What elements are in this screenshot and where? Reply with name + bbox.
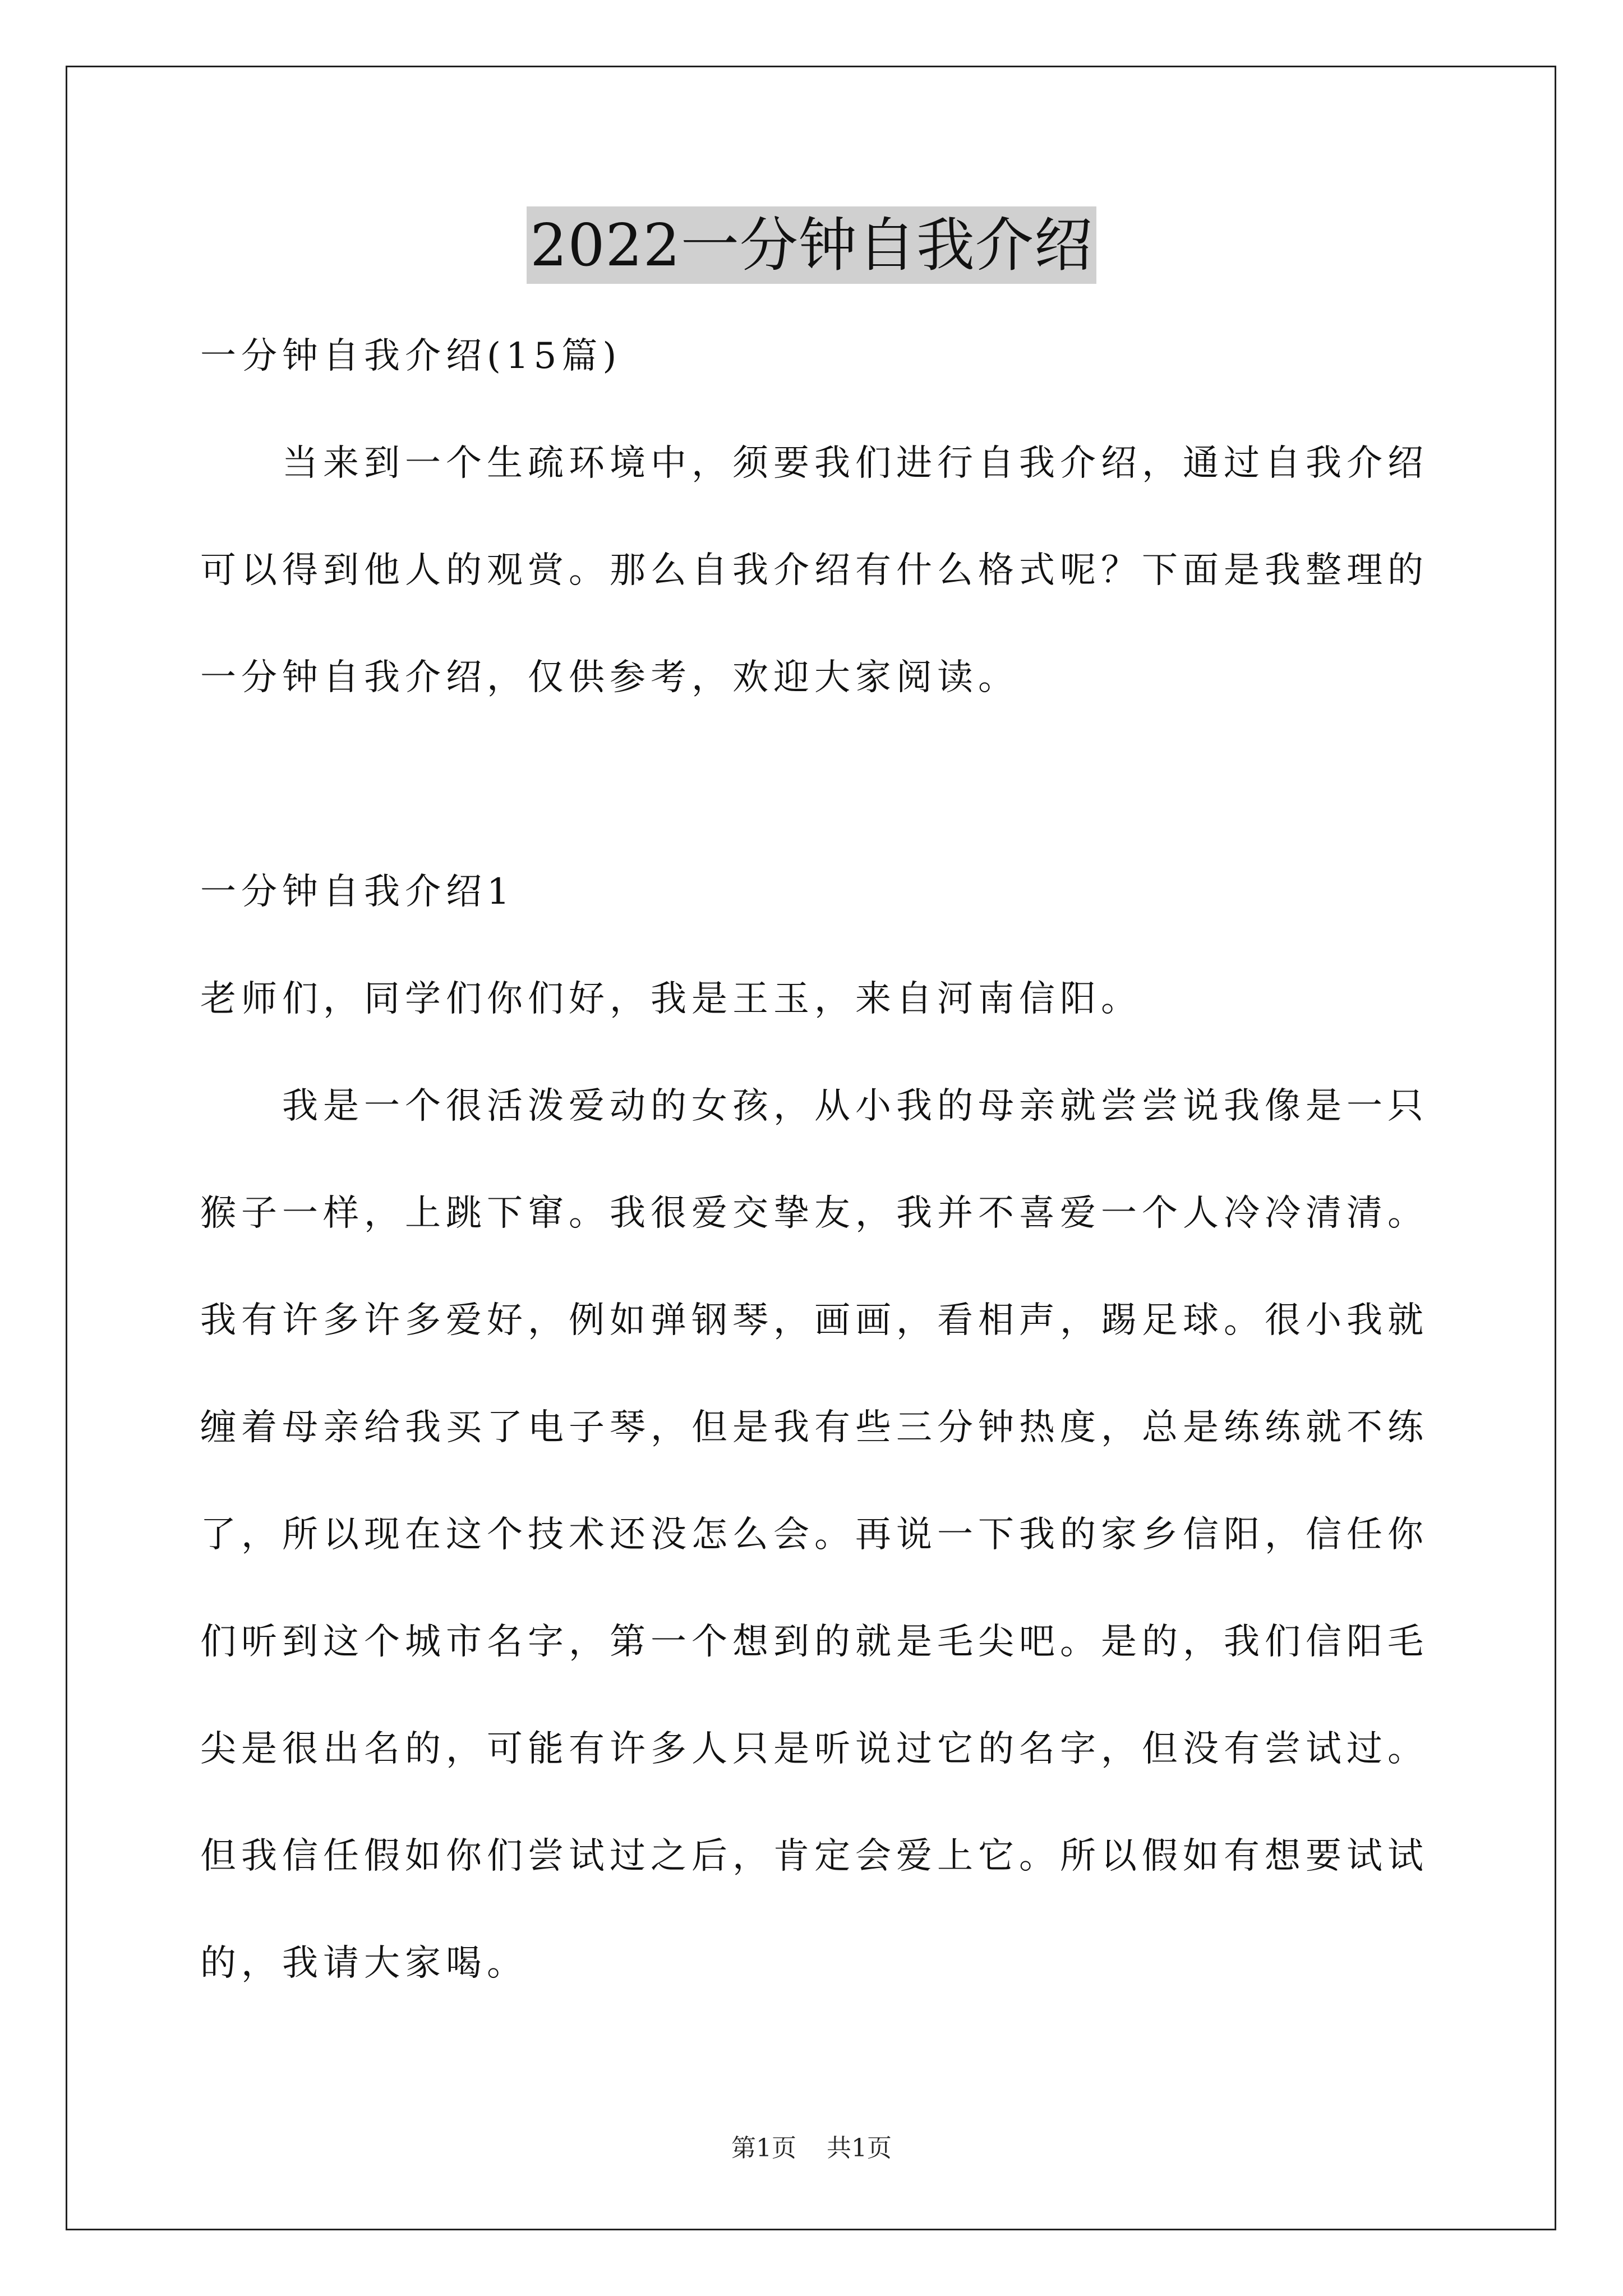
document-body bbox=[200, 303, 1434, 2017]
body-paragraph: 我是一个很活泼爱动的女孩，从小我的母亲就尝尝说我像是一只猴子一样，上跳下窜。我很爱交挚友，我并不喜爱一个人冷冷清清。我有许多许多爱好，例如弹钢琴，画画，看相声，踢足球。很小我就缠着母亲给我买了电子琴，但是我有些三分钟热度，总是练练就不练了，所以现在这个技术还没怎么会。再说一下我的家乡信阳，信任你们听到这个城市名字，第一个想到的就是毛尖吧。是的，我们信阳毛尖是很出名的，可能有许多人只是听说过它的名字，但没有尝试过。但我信任假如你们尝试过之后，肯定会爱上它。所以假如有想要试试的，我请大家喝。 bbox=[200, 1085, 1428, 1984]
greeting-paragraph: 老师们，同学们你们好，我是王玉，来自河南信阳。 bbox=[200, 978, 1142, 1020]
document-title: 2022一分钟自我介绍 bbox=[527, 206, 1096, 284]
title-container bbox=[0, 206, 1623, 284]
page-number: 第1页 bbox=[731, 2134, 796, 2162]
page-total: 共1页 bbox=[827, 2134, 892, 2162]
subtitle: 一分钟自我介绍(15篇) bbox=[200, 335, 622, 377]
section-heading: 一分钟自我介绍1 bbox=[200, 871, 515, 913]
page-footer bbox=[0, 2132, 1623, 2165]
intro-paragraph: 当来到一个生疏环境中，须要我们进行自我介绍，通过自我介绍可以得到他人的观赏。那么自我介绍有什么格式呢？下面是我整理的一分钟自我介绍，仅供参考，欢迎大家阅读。 bbox=[200, 443, 1428, 698]
